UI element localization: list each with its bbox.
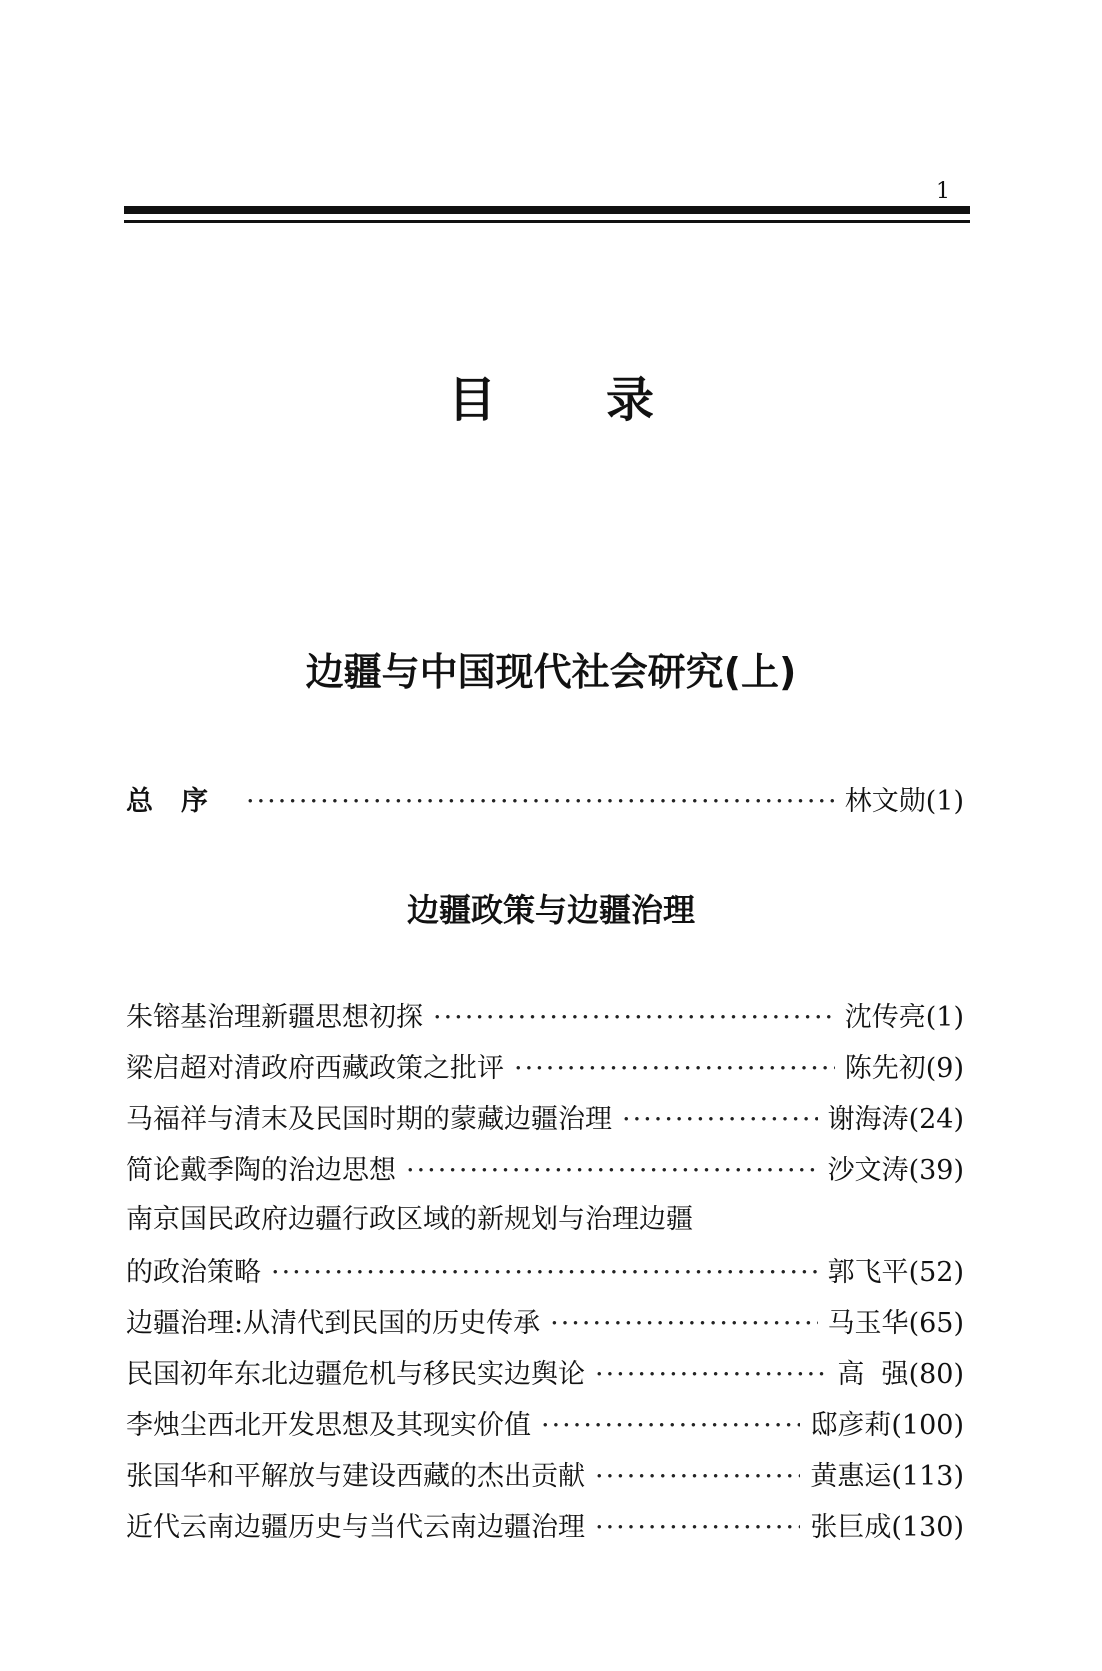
entry-page: (1)	[925, 1002, 964, 1033]
entry-author-page	[828, 1153, 964, 1189]
dot-leader	[595, 1357, 827, 1393]
entry-author: 陈先初	[844, 1053, 926, 1084]
entry-page: (39)	[908, 1155, 964, 1186]
entry-author: 沙文涛	[827, 1155, 909, 1186]
entry-author-page	[845, 1000, 964, 1036]
entry-author: 张巨成	[810, 1512, 892, 1543]
toc-row	[126, 992, 964, 1036]
section-title: 边疆政策与边疆治理	[406, 891, 695, 929]
toc-row	[126, 1502, 964, 1546]
entry-author-page	[828, 1102, 964, 1138]
entry-author: 沈传亮	[844, 1002, 926, 1033]
entry-page: (80)	[908, 1359, 964, 1390]
dot-leader	[246, 784, 835, 820]
toc-row	[126, 1043, 964, 1087]
entry-title: 边疆治理:从清代到民国的历史传承	[126, 1308, 541, 1339]
entry-title: 张国华和平解放与建设西藏的杰出贡献	[126, 1461, 585, 1492]
toc-row	[126, 1145, 964, 1189]
entry-title: 马福祥与清末及民国时期的蒙藏边疆治理	[126, 1104, 612, 1135]
dot-leader	[514, 1051, 835, 1087]
entry-page: (65)	[908, 1308, 964, 1339]
toc-row	[126, 1298, 964, 1342]
entry-title: 李烛尘西北开发思想及其现实价值	[126, 1410, 531, 1441]
toc-row	[126, 1349, 964, 1393]
toc-preface-row	[126, 776, 964, 820]
entry-author: 谢海涛	[827, 1104, 909, 1135]
preface-author-page	[845, 784, 964, 820]
entry-author: 黄惠运	[810, 1461, 892, 1492]
header-rule-thick	[124, 206, 970, 214]
dot-leader	[433, 1000, 835, 1036]
volume-title: 边疆与中国现代社会研究(上)	[305, 650, 797, 694]
entry-author-page	[810, 1408, 964, 1444]
entry-page: (52)	[908, 1257, 964, 1288]
entry-title: 的政治策略	[126, 1257, 261, 1288]
entry-author-page	[845, 1051, 964, 1087]
entry-author-page	[810, 1510, 964, 1546]
header-rule-thin	[124, 220, 970, 223]
preface-author: 林文勋	[844, 786, 926, 817]
dot-leader	[406, 1153, 818, 1189]
entry-author: 邸彦莉	[810, 1410, 892, 1441]
dot-leader	[595, 1510, 800, 1546]
dot-leader	[595, 1459, 800, 1495]
entry-title-line1: 南京国民政府边疆行政区域的新规划与治理边疆	[126, 1204, 693, 1235]
entry-author-page	[810, 1459, 964, 1495]
entry-author: 高 强	[837, 1359, 909, 1390]
entry-title: 简论戴季陶的治边思想	[126, 1155, 396, 1186]
preface-page: (1)	[925, 786, 964, 817]
entry-author: 马玉华	[827, 1308, 909, 1339]
dot-leader	[541, 1408, 800, 1444]
entry-title: 民国初年东北边疆危机与移民实边舆论	[126, 1359, 585, 1390]
entry-page: (9)	[925, 1053, 964, 1084]
preface-title: 总序	[126, 786, 236, 817]
entry-page: (24)	[908, 1104, 964, 1135]
dot-leader	[271, 1255, 818, 1291]
dot-leader	[550, 1306, 817, 1342]
toc-row	[126, 1400, 964, 1444]
entry-author: 郭飞平	[827, 1257, 909, 1288]
dot-leader	[622, 1102, 818, 1138]
entry-title: 梁启超对清政府西藏政策之批评	[126, 1053, 504, 1084]
entry-author-page	[837, 1357, 964, 1393]
page-title: 目录	[447, 372, 764, 428]
entry-page: (130)	[891, 1512, 964, 1543]
page-number: 1	[936, 179, 950, 204]
entry-page: (113)	[891, 1461, 964, 1492]
entry-author-page	[828, 1255, 964, 1291]
entry-author-page	[828, 1306, 964, 1342]
entry-page: (100)	[891, 1410, 964, 1441]
toc-row	[126, 1247, 964, 1291]
toc-row	[126, 1451, 964, 1495]
entry-title: 近代云南边疆历史与当代云南边疆治理	[126, 1512, 585, 1543]
entry-title: 朱镕基治理新疆思想初探	[126, 1002, 423, 1033]
toc-row	[126, 1094, 964, 1138]
